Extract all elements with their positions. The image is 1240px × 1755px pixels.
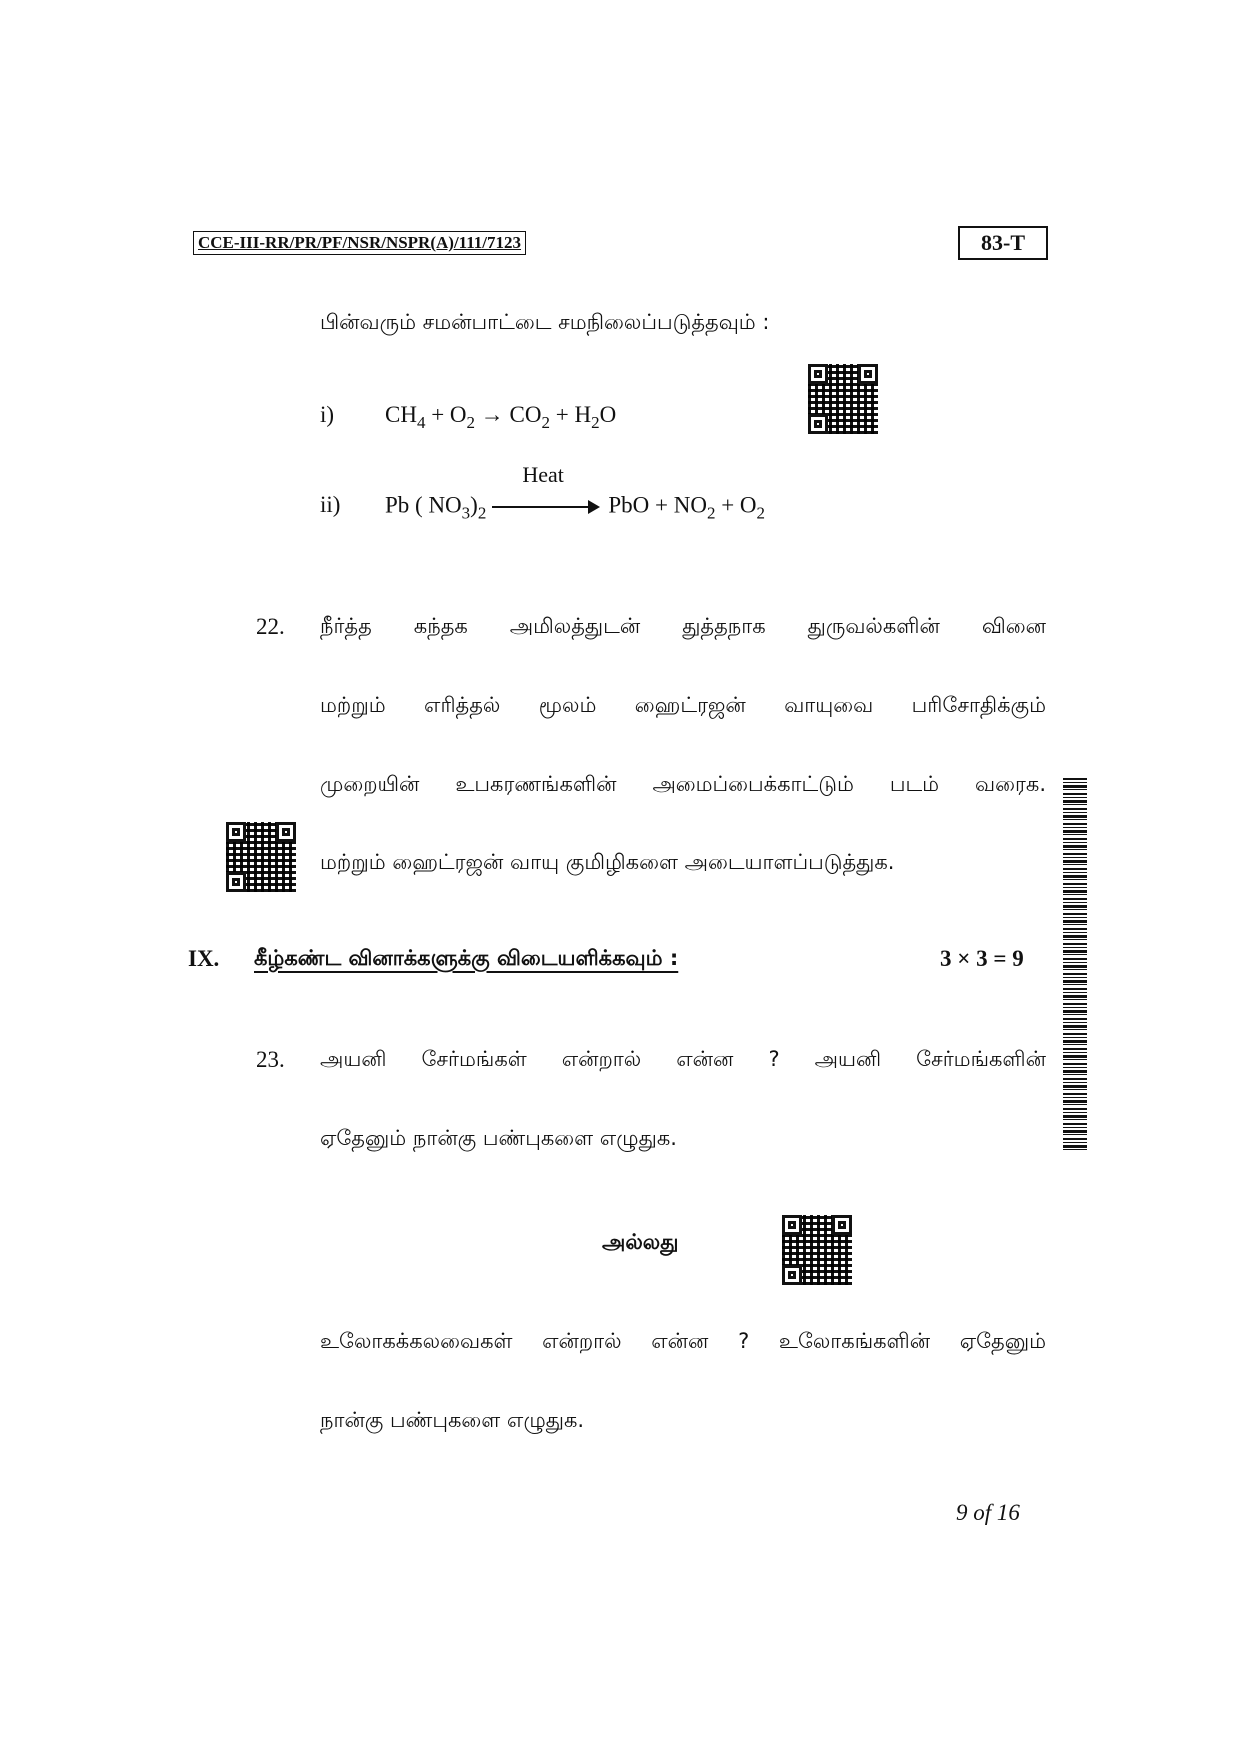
or-label: அல்லது <box>602 1230 679 1254</box>
reaction-arrow <box>492 462 602 522</box>
q23-alt-line: நான்கு பண்புகளை எழுதுக. <box>320 1408 585 1432</box>
q23-line: அயனி சேர்மங்கள் என்றால் என்ன ? அயனி சேர்மங்களின் <box>320 1047 1046 1071</box>
q22-line: முறையின் உபகரணங்களின் அமைப்பைக்காட்டும் படம் வரைக. <box>320 772 1046 796</box>
section-numeral: IX. <box>188 946 220 971</box>
question-number: 23. <box>256 1047 285 1072</box>
exam-code: CCE-III-RR/PR/PF/NSR/NSPR(A)/111/7123 <box>193 231 526 255</box>
qr-code <box>226 822 296 892</box>
paper-code: 83-T <box>958 226 1048 260</box>
qr-code <box>808 364 878 434</box>
barcode <box>1063 778 1087 1150</box>
page-number: 9 of 16 <box>956 1500 1020 1525</box>
heat-label: Heat <box>522 462 564 487</box>
equation-1: $CH_4 + O_2 \to CO_2 + H_2O$ <box>385 402 617 432</box>
q22-line: நீர்த்த கந்தக அமிலத்துடன் துத்தநாக துருவல்களின் வினை <box>320 614 1046 638</box>
q22-line: மற்றும் எரித்தல் மூலம் ஹைட்ரஜன் வாயுவை பரிசோதிக்கும் <box>320 693 1046 717</box>
q23-alt-line: உலோகக்கலவைகள் என்றால் என்ன ? உலோகங்களின் ஏதேனும் <box>320 1329 1046 1353</box>
qr-code <box>782 1215 852 1285</box>
q23-line: ஏதேனும் நான்கு பண்புகளை எழுதுக. <box>320 1126 677 1150</box>
balance-instruction: பின்வரும் சமன்பாட்டை சமநிலைப்படுத்தவும் : <box>320 310 770 334</box>
question-number: 22. <box>256 614 285 639</box>
equation-2: Pb ( $NO_3)_2$ Heat PbO + $NO_2 + O_2$ <box>385 462 766 523</box>
q22-line: மற்றும் ஹைட்ரஜன் வாயு குமிழிகளை அடையாளப்படுத்துக. <box>320 850 895 874</box>
equation-label: i) <box>320 402 335 427</box>
equation-label: ii) <box>320 492 341 517</box>
section-marks: 3 × 3 = 9 <box>940 946 1024 971</box>
section-title: கீழ்கண்ட வினாக்களுக்கு விடையளிக்கவும் : <box>254 946 679 970</box>
